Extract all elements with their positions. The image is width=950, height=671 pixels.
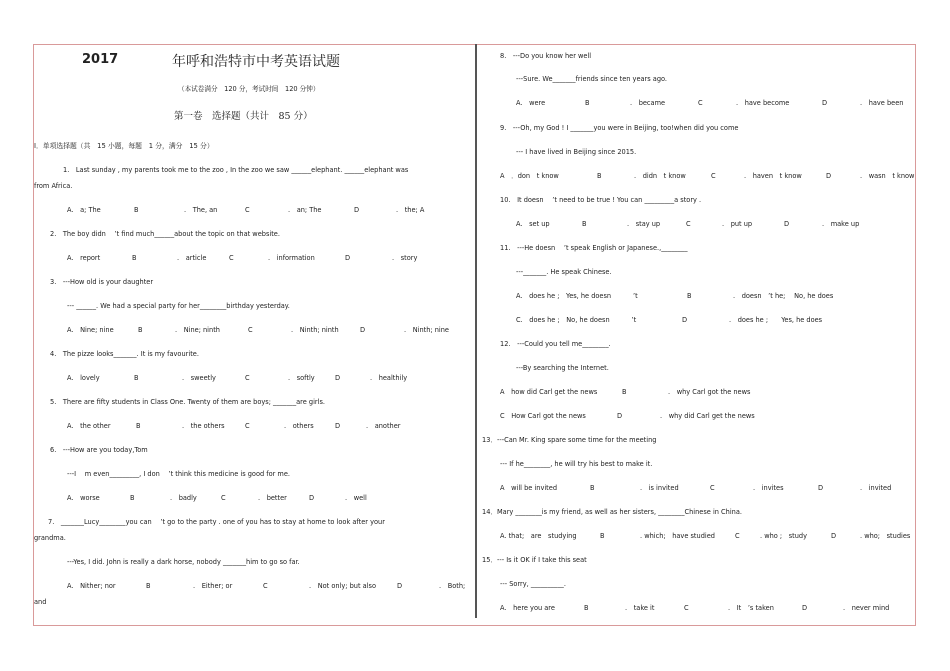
question-line: 4. The pizze looks_______. It is my favourite. (50, 350, 199, 358)
question-line: D (335, 374, 341, 382)
question-line: 15．--- Is it OK if I take this seat (482, 556, 587, 564)
question-line: 10. It doesn ’t need to be true ! You can _________a story . (500, 196, 702, 204)
question-line: . doesn ’t he; No, he does (733, 292, 834, 300)
exam-title: 年呼和浩特市中考英语试题 (172, 54, 340, 70)
question-line: C How Carl got the news (500, 412, 586, 420)
question-line: A. were (516, 99, 546, 107)
question-line: . well (345, 494, 367, 502)
question-line: . Not only; but also (309, 582, 376, 590)
question-line: A. set up (516, 220, 550, 228)
question-line: D (784, 220, 790, 228)
question-line: B (146, 582, 151, 590)
question-line: ---Yes, I did. John is really a dark horse, nobody _______him to go so far. (67, 558, 300, 566)
question-line: B (590, 484, 595, 492)
part-heading: 第一卷 选择题（共计 85 分） (174, 111, 313, 122)
question-line: B (582, 220, 587, 228)
question-line: ---By searching the Internet. (516, 364, 609, 372)
question-line: D (617, 412, 623, 420)
question-line: . better (258, 494, 287, 502)
question-line: . have become (736, 99, 790, 107)
question-line: grandma. (34, 534, 66, 542)
question-line: . information (268, 254, 315, 262)
question-line: . softly (288, 374, 315, 382)
question-line: D (335, 422, 341, 430)
question-line: . didn t know (634, 172, 686, 180)
question-line: . wasn t know (860, 172, 915, 180)
question-line: . is invited (640, 484, 679, 492)
question-line: . never mind (843, 604, 890, 612)
question-line: --- Sorry, __________. (500, 580, 566, 588)
question-line: . The, an (184, 206, 218, 214)
question-line: 5. There are fifty students in Class One. Twenty of them are boys; _______are girls. (50, 398, 325, 406)
question-line: B (600, 532, 605, 540)
question-line: B (687, 292, 692, 300)
question-line: ---_______. He speak Chinese. (516, 268, 612, 276)
question-line: B (134, 374, 139, 382)
question-line: A. worse (67, 494, 100, 502)
question-line: 13．---Can Mr. King spare some time for the meeting (482, 436, 657, 444)
question-line: . invites (753, 484, 784, 492)
question-line: A ．don t know (500, 172, 559, 180)
question-line: C (245, 374, 250, 382)
column-divider (475, 44, 477, 618)
question-line: 9. ---Oh, my God ! I _______you were in Beijing, too!when did you come (500, 124, 739, 132)
question-line: 1. Last sunday , my parents took me to the zoo , In the zoo we saw ______elephant. ______elephant was (63, 166, 409, 174)
question-line: . haven t know (744, 172, 802, 180)
question-line: . take it (625, 604, 655, 612)
question-line: . the; A (396, 206, 425, 214)
question-line: 14．Mary ________is my friend, as well as her sisters, ________Chinese in China. (482, 508, 742, 516)
question-line: . the others (182, 422, 225, 430)
question-line: . became (630, 99, 666, 107)
question-line: . does he ; Yes, he does (729, 316, 823, 324)
question-line: A will be invited (500, 484, 557, 492)
question-line: . which; have studied (640, 532, 715, 540)
question-line: . have been (860, 99, 904, 107)
question-line: A. lovely (67, 374, 100, 382)
question-line: . invited (860, 484, 892, 492)
question-line: C (710, 484, 715, 492)
question-line: B (622, 388, 627, 396)
question-line: A. does he ; Yes, he doesn ’t (516, 292, 638, 300)
question-line: B (130, 494, 135, 502)
question-line: . It ’s taken (728, 604, 774, 612)
question-line: B (585, 99, 590, 107)
question-line: A. here you are (500, 604, 555, 612)
question-line: 12. ---Could you tell me________. (500, 340, 611, 348)
question-line: D (831, 532, 837, 540)
question-line: D (802, 604, 808, 612)
question-line: A. the other (67, 422, 111, 430)
question-line: A. Nine; nine (67, 326, 114, 334)
question-line: 7. _______Lucy________you can ’t go to the party . one of you has to stay at home to look after your (48, 518, 385, 526)
question-line: C (698, 99, 703, 107)
question-line: B (138, 326, 143, 334)
question-line: C (248, 326, 253, 334)
question-line: B (136, 422, 141, 430)
question-line: A how did Carl get the news (500, 388, 598, 396)
question-line: . Both; (439, 582, 466, 590)
question-line: . Ninth; ninth (291, 326, 339, 334)
question-line: A. a; The (67, 206, 101, 214)
question-line: . who; studies (860, 532, 911, 540)
question-line: and (34, 598, 47, 606)
question-line: . badly (170, 494, 197, 502)
question-line: --- I have lived in Beijing since 2015. (516, 148, 637, 156)
question-line: from Africa. (34, 182, 73, 190)
question-line: A. Nither; nor (67, 582, 116, 590)
question-line: . healthily (370, 374, 408, 382)
question-line: . sweetly (182, 374, 216, 382)
question-line: B (597, 172, 602, 180)
question-line: D (309, 494, 315, 502)
question-line: D (822, 99, 828, 107)
question-line: 3. ---How old is your daughter (50, 278, 154, 286)
question-line: --- If he________, he will try his best to make it. (500, 460, 653, 468)
question-line: D (345, 254, 351, 262)
question-line: 6. ---How are you today,Tom (50, 446, 148, 454)
question-line: . make up (822, 220, 860, 228)
question-line: . an; The (288, 206, 322, 214)
question-line: C (735, 532, 740, 540)
question-line: B (584, 604, 589, 612)
question-line: . Ninth; nine (404, 326, 449, 334)
question-line: C (245, 422, 250, 430)
question-line: 8. ---Do you know her well (500, 52, 592, 60)
question-line: C (229, 254, 234, 262)
exam-year: 2017 (82, 52, 119, 67)
question-line: 11. ---He doesn ’t speak English or Japanese.,________ (500, 244, 688, 252)
question-line: B (132, 254, 137, 262)
question-line: D (360, 326, 366, 334)
question-line: D (682, 316, 688, 324)
question-line: C. does he ; No, he doesn ’t (516, 316, 637, 324)
question-line: D (818, 484, 824, 492)
question-line: C (684, 604, 689, 612)
question-line: . who ; study (760, 532, 807, 540)
question-line: B (134, 206, 139, 214)
section-heading: Ⅰ．单项选择题（共 15 小题，每题 1 分，满分 15 分） (34, 142, 214, 150)
question-line: . others (284, 422, 314, 430)
question-line: . stay up (627, 220, 661, 228)
question-line: . article (177, 254, 207, 262)
question-line: C (263, 582, 268, 590)
question-line: . why did Carl get the news (660, 412, 755, 420)
question-line: C (221, 494, 226, 502)
question-line: . put up (722, 220, 753, 228)
question-line: 2. The boy didn ’t find much______about the topic on that website. (50, 230, 280, 238)
question-line: C (245, 206, 250, 214)
question-line: . why Carl got the news (668, 388, 751, 396)
question-line: . Nine; ninth (175, 326, 220, 334)
question-line: . Either; or (193, 582, 233, 590)
question-line: A. that; are studying (500, 532, 577, 540)
question-line: ---I m even_________, I don ’t think this medicine is good for me. (67, 470, 290, 478)
question-line: C (711, 172, 716, 180)
question-line: . story (392, 254, 418, 262)
question-line: D (397, 582, 403, 590)
question-line: --- ______. We had a special party for her________birthday yesterday. (67, 302, 290, 310)
question-line: D (354, 206, 360, 214)
question-line: A. report (67, 254, 101, 262)
question-line: . another (366, 422, 401, 430)
question-line: ---Sure. We_______friends since ten years ago. (516, 75, 668, 83)
question-line: D (826, 172, 832, 180)
exam-note: （本试卷满分 120 分，考试时间 120 分钟） (178, 85, 320, 93)
question-line: C (686, 220, 691, 228)
